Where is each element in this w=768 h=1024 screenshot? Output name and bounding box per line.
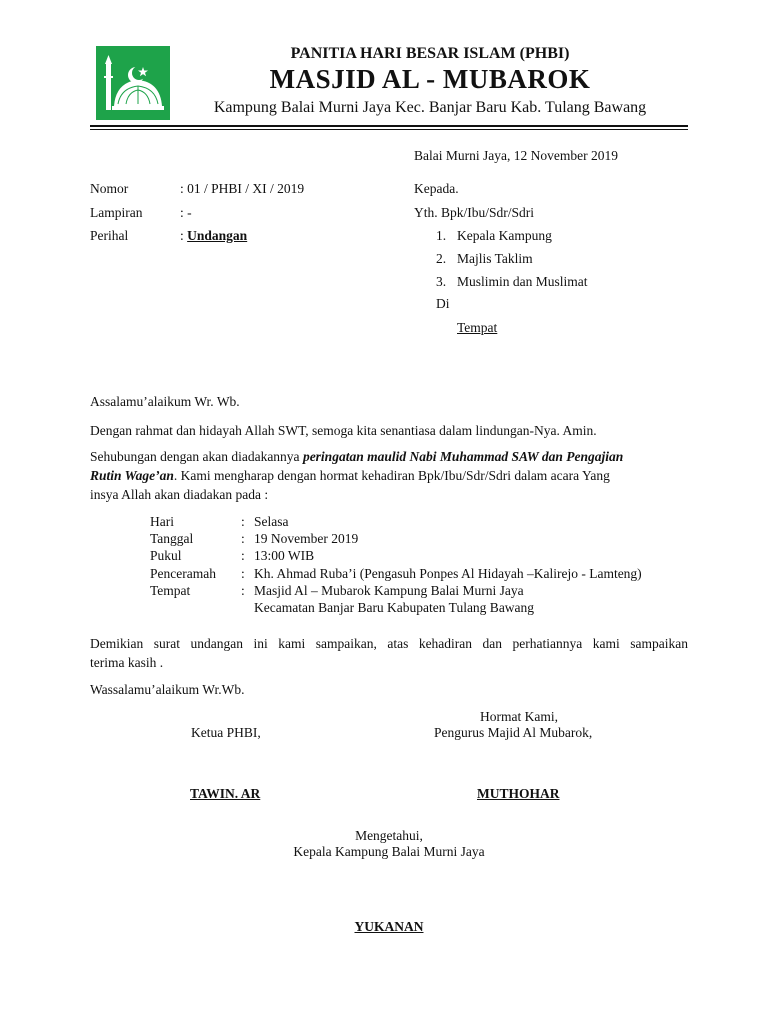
pengurus-name: MUTHOHAR [477, 786, 560, 801]
organization-name: PANITIA HARI BESAR ISLAM (PHBI) [290, 45, 570, 62]
detail-sep-tempat: : [241, 583, 245, 598]
recipient-num-1: 1. [436, 228, 447, 243]
hormat-kami: Hormat Kami, [480, 709, 558, 724]
letterhead-rule-thick [90, 125, 688, 127]
recipient-num-2: 2. [436, 251, 447, 266]
paragraph-2-emphasis-2: Rutin Wage’an [90, 468, 174, 483]
detail-label-pukul: Pukul [150, 548, 182, 563]
paragraph-2-rest: . Kami mengharap dengan hormat kehadiran Bpk/Ibu/Sdr/Sdri dalam acara Yang [173, 468, 610, 483]
mosque-dome-crescent-icon [96, 46, 170, 120]
nomor-value: : 01 / PHBI / XI / 2019 [180, 181, 305, 196]
closing-salam: Wassalamu’alaikum Wr.Wb. [90, 682, 245, 697]
detail-sep-pukul: : [241, 548, 245, 563]
opening-salam: Assalamu’alaikum Wr. Wb. [90, 394, 240, 409]
detail-label-tempat: Tempat [150, 583, 191, 598]
closing-line-2: terima kasih . [90, 655, 164, 670]
perihal-label: Perihal [90, 228, 129, 243]
mengetahui: Mengetahui, [355, 828, 423, 843]
letter-date: Balai Murni Jaya, 12 November 2019 [414, 148, 618, 163]
paragraph-2-line-3: insya Allah akan diadakan pada : [90, 487, 269, 502]
letterhead-address: Kampung Balai Murni Jaya Kec. Banjar Baru Kab. Tulang Bawang [213, 99, 647, 116]
paragraph-2-line-1 [90, 449, 688, 465]
perihal-colon: : [180, 228, 188, 243]
tempat-label: Tempat [457, 320, 498, 335]
paragraph-2-start: Sehubungan dengan akan diadakannya [90, 449, 303, 464]
lampiran-value: : - [180, 205, 192, 220]
recipient-item-3: Muslimin dan Muslimat [457, 274, 588, 289]
kepala-kampung-title: Kepala Kampung Balai Murni Jaya [293, 844, 485, 859]
detail-value-tempat-line-2: Kecamatan Banjar Baru Kabupaten Tulang Bawang [254, 600, 535, 615]
detail-value-tempat: Masjid Al – Mubarok Kampung Balai Murni Jaya [254, 583, 524, 598]
detail-value-hari: Selasa [254, 514, 289, 529]
detail-label-penceramah: Penceramah [150, 566, 216, 581]
kepala-kampung-name: YUKANAN [354, 919, 424, 934]
detail-value-pukul: 13:00 WIB [254, 548, 315, 563]
detail-label-hari: Hari [150, 514, 174, 529]
nomor-label: Nomor [90, 181, 129, 196]
detail-sep-penceramah: : [241, 566, 245, 581]
kepada-label: Kepada. [414, 181, 459, 196]
mosque-name: MASJID AL - MUBAROK [269, 64, 591, 94]
recipient-item-2: Majlis Taklim [457, 251, 533, 266]
paragraph-2-line-2 [90, 468, 688, 484]
detail-value-tanggal: 19 November 2019 [254, 531, 359, 546]
ketua-name: TAWIN. AR [190, 786, 261, 801]
paragraph-2-emphasis-1: peringatan maulid Nabi Muhammad SAW dan Pengajian [302, 449, 624, 464]
recipient-item-1: Kepala Kampung [457, 228, 552, 243]
detail-sep-tanggal: : [241, 531, 245, 546]
closing-line-1: Demikian surat undangan ini kami sampaikan, atas kehadiran dan perhatiannya kami sampaikan [90, 636, 688, 651]
perihal-value-row [180, 228, 247, 244]
yth-line: Yth. Bpk/Ibu/Sdr/Sdri [414, 205, 535, 220]
paragraph-1: Dengan rahmat dan hidayah Allah SWT, semoga kita senantiasa dalam lindungan-Nya. Amin. [90, 423, 597, 438]
detail-label-tanggal: Tanggal [150, 531, 194, 546]
di-label: Di [436, 296, 450, 311]
lampiran-label: Lampiran [90, 205, 143, 220]
letterhead-rule-thin [90, 129, 688, 130]
perihal-value: Undangan [187, 228, 248, 243]
pengurus-title: Pengurus Majid Al Mubarok, [434, 725, 593, 740]
ketua-title: Ketua PHBI, [191, 725, 261, 740]
detail-value-penceramah: Kh. Ahmad Ruba’i (Pengasuh Ponpes Al Hidayah –Kalirejo - Lamteng) [254, 566, 642, 581]
recipient-num-3: 3. [436, 274, 447, 289]
detail-sep-hari: : [241, 514, 245, 529]
